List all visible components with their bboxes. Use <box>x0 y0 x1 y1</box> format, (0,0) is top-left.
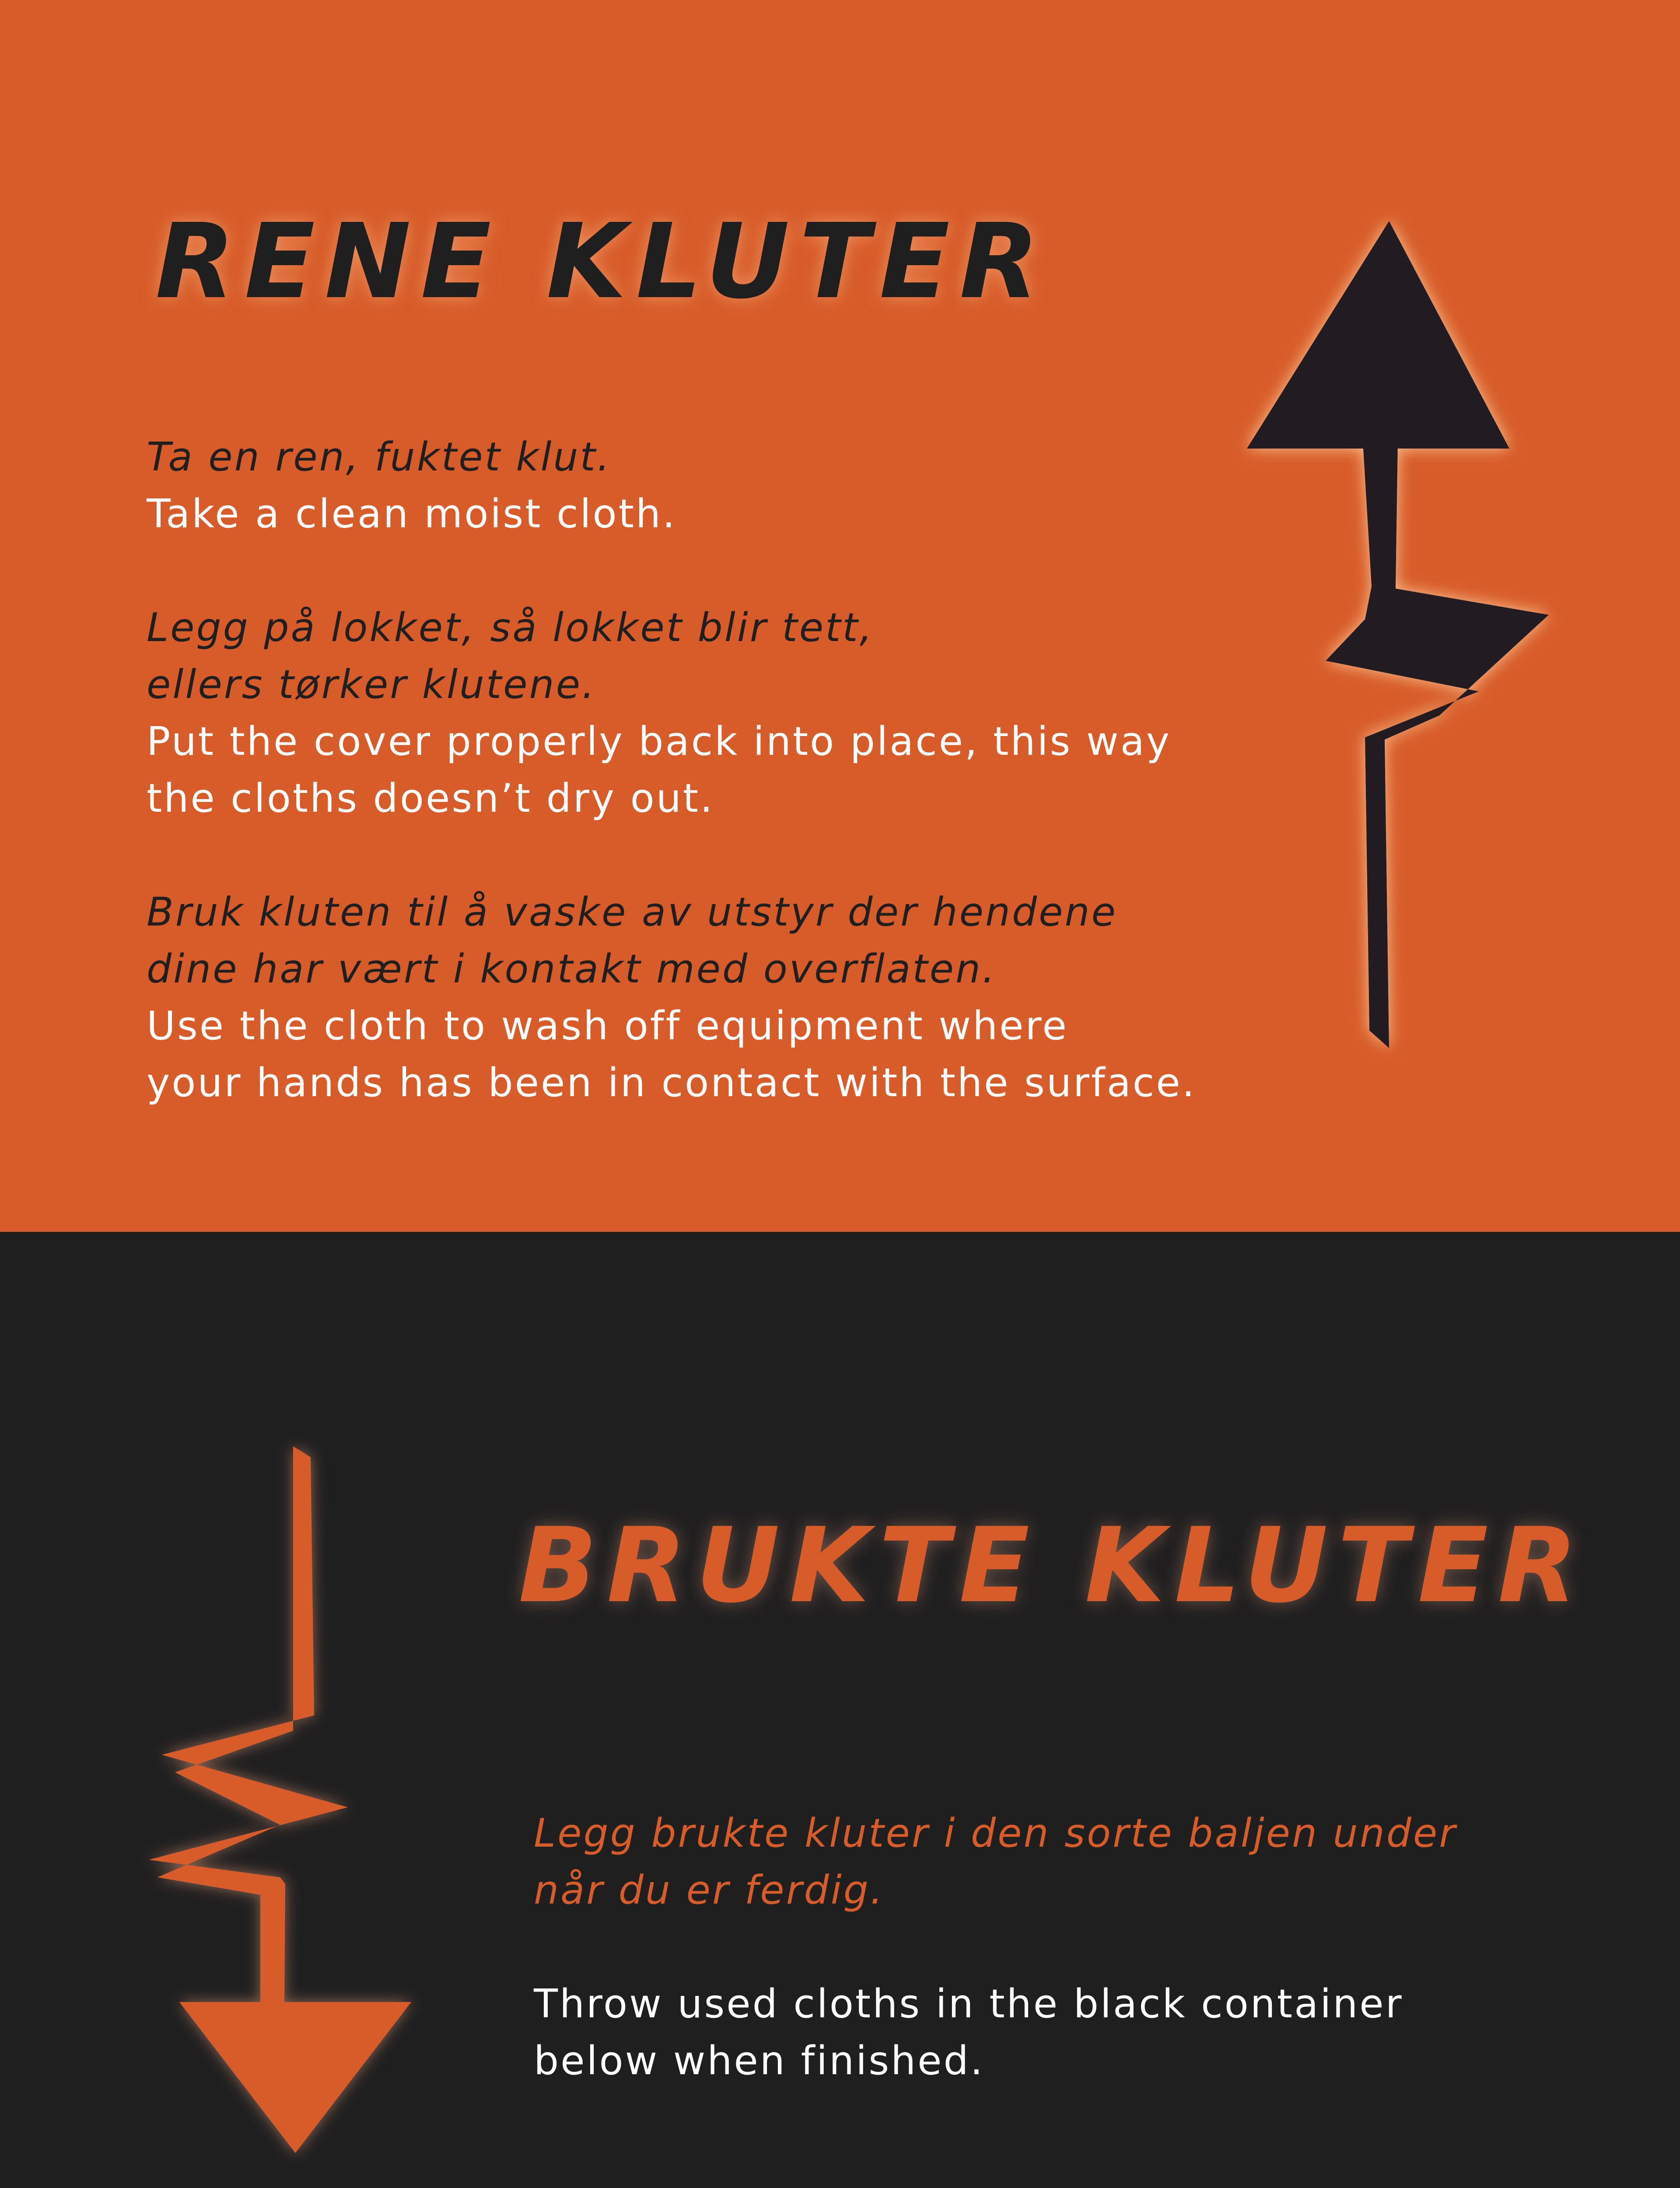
zigzag-arrow-up-icon <box>1247 214 1553 1037</box>
english-line: Use the cloth to wash off equipment where <box>147 1003 1068 1049</box>
norwegian-line: Legg på lokket, så lokket blir tett, <box>147 605 874 651</box>
english-line: the cloths doesn’t dry out. <box>147 775 714 821</box>
instruction-paragraph <box>534 1805 1457 1919</box>
instruction-paragraph <box>147 884 1196 1112</box>
english-line: below when finished. <box>534 2038 985 2084</box>
instruction-paragraph <box>147 429 1196 543</box>
instruction-paragraph <box>534 1976 1457 2090</box>
used-cloths-panel <box>0 1232 1680 2188</box>
norwegian-line: ellers tørker klutene. <box>147 662 596 708</box>
norwegian-line: Ta en ren, fuktet klut. <box>147 434 612 480</box>
english-line: Throw used cloths in the black container <box>534 1981 1404 2027</box>
instruction-paragraph <box>147 600 1196 827</box>
used-cloths-title: BRUKTE KLUTER <box>518 1505 1587 1626</box>
english-line: Put the cover properly back into place, this way <box>147 719 1172 764</box>
clean-cloths-instructions <box>147 429 1196 1112</box>
norwegian-line: når du er ferdig. <box>534 1867 885 1913</box>
english-line: your hands has been in contact with the surface. <box>147 1060 1197 1106</box>
zigzag-arrow-down-icon <box>149 1440 420 2157</box>
norwegian-line: Bruk kluten til å vaske av utstyr der hendene <box>147 889 1117 935</box>
clean-cloths-title: RENE KLUTER <box>155 201 1049 322</box>
norwegian-line: Legg brukte kluter i den sorte baljen under <box>534 1810 1457 1856</box>
norwegian-line: dine har vært i kontakt med overflaten. <box>147 946 997 992</box>
english-line: Take a clean moist cloth. <box>147 491 677 537</box>
used-cloths-instructions <box>534 1805 1457 2090</box>
